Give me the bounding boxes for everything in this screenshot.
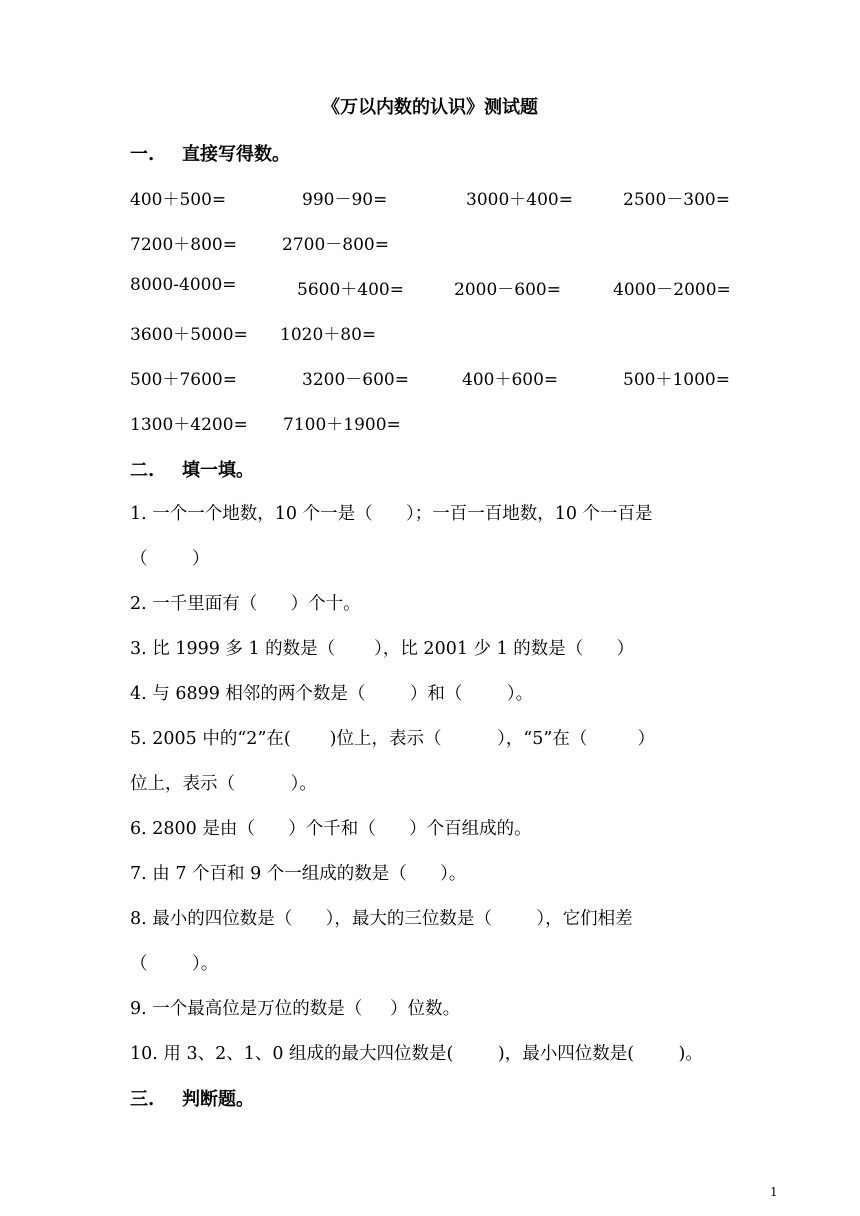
question-line: 5. 2005 中的“2”在( )位上，表示（ ），“5”在（ ） (130, 729, 655, 749)
question-line: 9. 一个最高位是万位的数是（ ）位数。 (130, 999, 461, 1019)
question-line: 位上，表示（ ）。 (130, 774, 317, 794)
section-number: 一. (130, 144, 155, 165)
section-title: 填一填。 (182, 460, 254, 481)
question-line: 10. 用 3、2、1、0 组成的最大四位数是( )，最小四位数是( )。 (130, 1044, 703, 1064)
arithmetic-item: 3000＋400= (466, 190, 573, 210)
arithmetic-row (130, 230, 730, 254)
section-heading-3 (130, 1085, 254, 1111)
section-heading-2 (130, 456, 254, 482)
arithmetic-item: 1020＋80= (280, 325, 377, 345)
arithmetic-item: 3600＋5000= (130, 325, 248, 345)
arithmetic-item: 2500－300= (623, 190, 730, 210)
question-line: 1. 一个一个地数，10 个一是（ ）；一百一百地数，10 个一百是 (130, 504, 653, 524)
arithmetic-row (130, 410, 730, 434)
arithmetic-item: 2000－600= (454, 280, 561, 300)
section-title: 直接写得数。 (182, 144, 290, 165)
page-title: 《万以内数的认识》测试题 (322, 97, 538, 118)
arithmetic-item: 1300＋4200= (130, 415, 248, 435)
arithmetic-row (130, 320, 730, 344)
section-number: 二. (130, 460, 155, 481)
section-title: 判断题。 (182, 1089, 254, 1110)
arithmetic-item: 3200－600= (302, 370, 409, 390)
question-line: （ ） (130, 549, 210, 569)
question-line: 7. 由 7 个百和 9 个一组成的数是（ ）。 (130, 864, 467, 884)
arithmetic-item: 7100＋1900= (283, 415, 401, 435)
arithmetic-item: 4000－2000= (613, 280, 731, 300)
arithmetic-row (130, 365, 730, 389)
arithmetic-item: 990－90= (302, 190, 388, 210)
arithmetic-item: 500＋1000= (623, 370, 730, 390)
question-line: （ ）。 (130, 954, 219, 974)
arithmetic-row (130, 275, 730, 299)
question-line: 3. 比 1999 多 1 的数是（ ），比 2001 少 1 的数是（ ） (130, 639, 635, 659)
arithmetic-item: 7200＋800= (130, 235, 237, 255)
arithmetic-row (130, 185, 730, 209)
page-number: 1 (770, 1185, 778, 1199)
arithmetic-item: 400＋600= (462, 370, 559, 390)
arithmetic-item: 2700－800= (282, 235, 389, 255)
arithmetic-item: 8000-4000= (130, 275, 237, 295)
question-line: 4. 与 6899 相邻的两个数是（ ）和（ ）。 (130, 684, 534, 704)
question-line: 8. 最小的四位数是（ ），最大的三位数是（ ），它们相差 (130, 909, 633, 929)
section-heading-1 (130, 140, 290, 166)
question-line: 2. 一千里面有（ ）个十。 (130, 594, 361, 614)
arithmetic-item: 400＋500= (130, 190, 227, 210)
section-number: 三. (130, 1089, 155, 1110)
arithmetic-item: 5600＋400= (297, 280, 404, 300)
arithmetic-item: 500＋7600= (130, 370, 237, 390)
question-line: 6. 2800 是由（ ）个千和（ ）个百组成的。 (130, 819, 532, 839)
